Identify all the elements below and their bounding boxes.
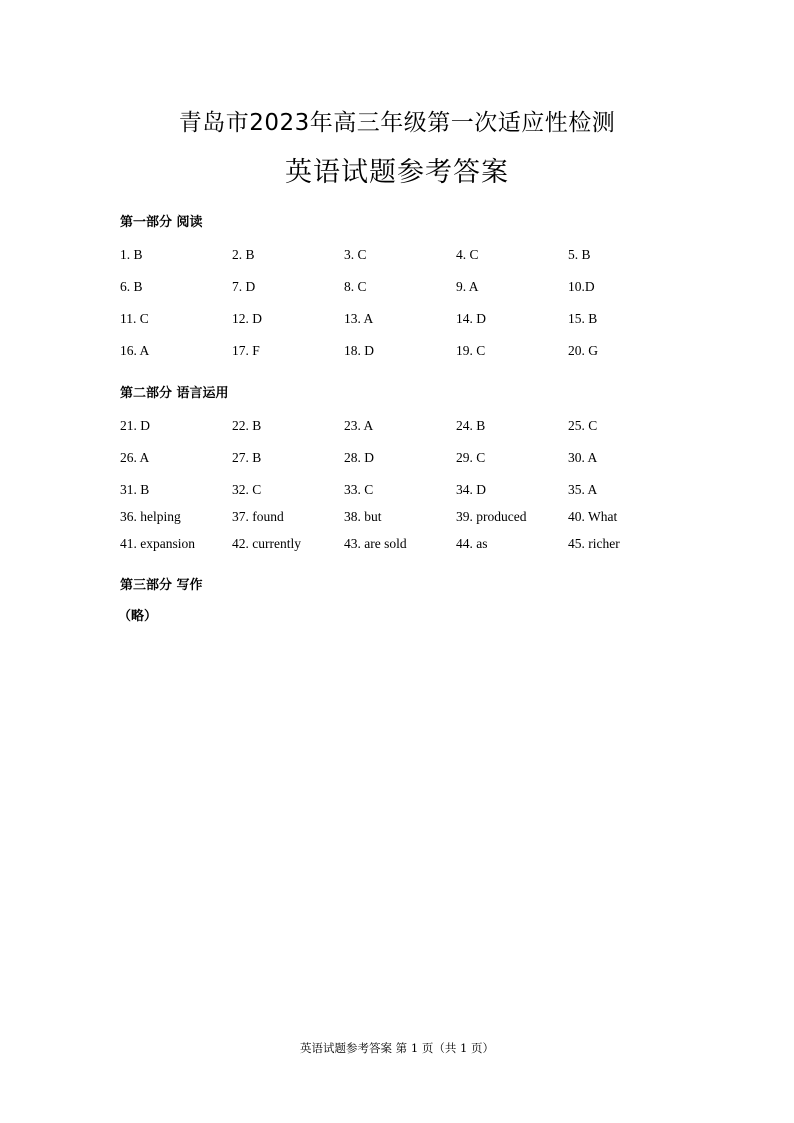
writing-note: （略） <box>118 609 158 624</box>
answer-row <box>120 449 720 469</box>
answer-item: 5. B <box>568 247 591 262</box>
answer-item: 45. richer <box>568 536 620 551</box>
answer-item: 42. currently <box>232 536 301 551</box>
answer-item: 34. D <box>456 482 486 497</box>
answer-item: 1. B <box>120 247 143 262</box>
section-heading-language-use: 第二部分 语言运用 <box>120 386 229 401</box>
answer-item: 33. C <box>344 482 374 497</box>
answer-row <box>120 278 720 298</box>
answer-item: 21. D <box>120 418 150 433</box>
answer-item: 38. but <box>344 509 382 524</box>
answer-item: 25. C <box>568 418 598 433</box>
answer-item: 7. D <box>232 279 256 294</box>
answer-row <box>120 535 720 555</box>
answer-item: 15. B <box>568 311 598 326</box>
answer-item: 16. A <box>120 343 150 358</box>
answer-item: 10.D <box>568 279 595 294</box>
answer-item: 22. B <box>232 418 262 433</box>
answer-item: 27. B <box>232 450 262 465</box>
answer-item: 2. B <box>232 247 255 262</box>
section-heading-writing: 第三部分 写作 <box>120 578 203 593</box>
answer-row <box>120 481 720 501</box>
answer-item: 20. G <box>568 343 598 358</box>
answer-item: 44. as <box>456 536 488 551</box>
page-title: 青岛市2023年高三年级第一次适应性检测 <box>178 110 616 136</box>
answer-item: 30. A <box>568 450 598 465</box>
answer-item: 12. D <box>232 311 262 326</box>
answer-item: 19. C <box>456 343 486 358</box>
answer-item: 24. B <box>456 418 486 433</box>
answer-item: 6. B <box>120 279 143 294</box>
answer-item: 41. expansion <box>120 536 195 551</box>
answer-item: 36. helping <box>120 509 181 524</box>
answer-item: 40. What <box>568 509 618 524</box>
answer-item: 28. D <box>344 450 374 465</box>
answer-item: 31. B <box>120 482 150 497</box>
answer-item: 13. A <box>344 311 374 326</box>
answer-item: 4. C <box>456 247 479 262</box>
answer-row <box>120 342 720 362</box>
page-subtitle: 英语试题参考答案 <box>285 157 509 188</box>
section-heading-reading: 第一部分 阅读 <box>120 215 203 230</box>
page-footer: 英语试题参考答案 第 1 页（共 1 页） <box>300 1041 494 1055</box>
answer-item: 11. C <box>120 311 149 326</box>
answer-row <box>120 246 720 266</box>
answer-item: 9. A <box>456 279 479 294</box>
answer-item: 35. A <box>568 482 598 497</box>
answer-item: 43. are sold <box>344 536 407 551</box>
answer-item: 37. found <box>232 509 284 524</box>
answer-item: 26. A <box>120 450 150 465</box>
answer-row <box>120 310 720 330</box>
answer-item: 14. D <box>456 311 486 326</box>
answer-item: 3. C <box>344 247 367 262</box>
answer-item: 39. produced <box>456 509 527 524</box>
answer-item: 17. F <box>232 343 260 358</box>
answer-item: 8. C <box>344 279 367 294</box>
answer-row <box>120 508 720 528</box>
answer-item: 23. A <box>344 418 374 433</box>
answer-row <box>120 417 720 437</box>
answer-item: 29. C <box>456 450 486 465</box>
answer-item: 32. C <box>232 482 262 497</box>
answer-item: 18. D <box>344 343 374 358</box>
